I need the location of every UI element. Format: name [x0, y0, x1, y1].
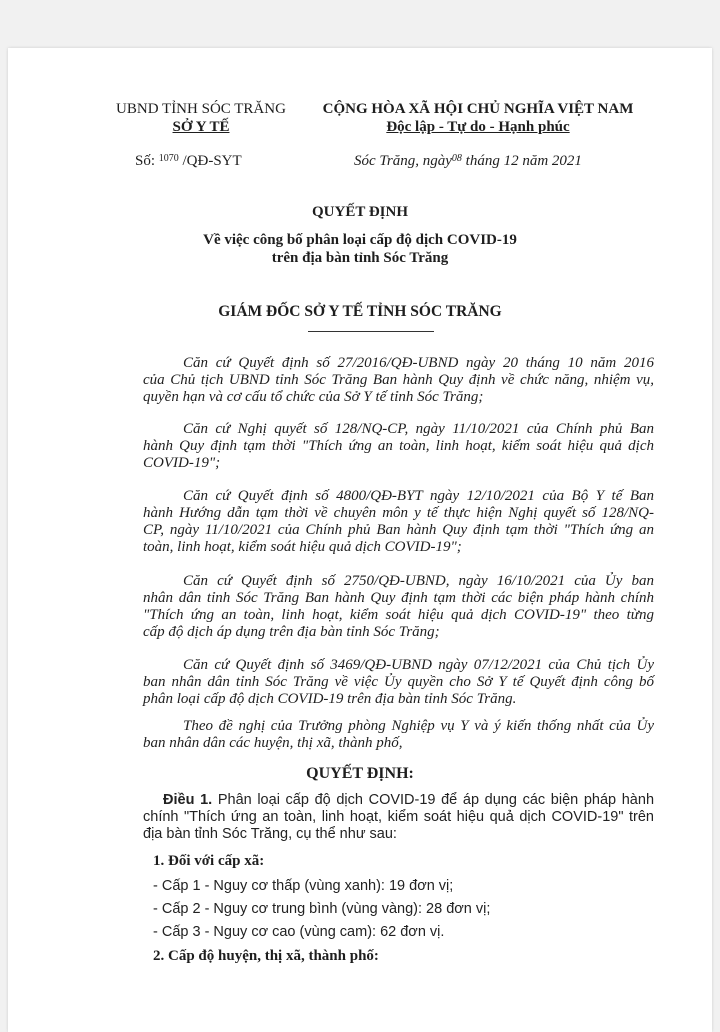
basis-paragraph-2: Căn cứ Nghị quyết số 128/NQ-CP, ngày 11/10/2021 của Chính phủ Ban hành Quy định tạm thời "Thích ứng an toàn, linh hoạt, kiểm soát hiệu quả dịch COVID-19"; — [143, 421, 654, 471]
subject-line-1: Về việc công bố phân loại cấp độ dịch COVID-19 — [203, 232, 517, 248]
basis-paragraph-1: Căn cứ Quyết định số 27/2016/QĐ-UBND ngày 20 tháng 10 năm 2016 của Chủ tịch UBND tỉnh Sóc Trăng Ban hành Quy định về chức năng, nhiệm vụ, quyền hạn và cơ cấu tổ chức của Sở Y tế tỉnh Sóc Trăng; — [143, 355, 654, 405]
basis-paragraph-5: Căn cứ Quyết định số 3469/QĐ-UBND ngày 07/12/2021 của Chủ tịch Ủy ban nhân dân tỉnh Sóc Trăng về việc Ủy quyền cho Sở Y tế Quyết định công bố phân loại cấp độ dịch COVID-19 trên địa bàn tỉnh Sóc Trăng. — [143, 657, 654, 707]
document-number-value: 1070 — [158, 153, 179, 164]
article-1-label: Điều 1. — [163, 792, 213, 808]
list-item: - Cấp 1 - Nguy cơ thấp (vùng xanh): 19 đơn vị; — [153, 878, 454, 894]
subject-line-2: trên địa bàn tỉnh Sóc Trăng — [271, 250, 449, 266]
document-page — [8, 48, 712, 1032]
title-divider — [308, 331, 434, 332]
national-motto — [308, 100, 648, 136]
agency-province: UBND TỈNH SÓC TRĂNG — [116, 101, 286, 117]
section-1-heading: 1. Đối với cấp xã: — [153, 853, 265, 869]
place-date: Sóc Trăng, ngày$^{08}$ tháng 12 năm 2021 — [354, 153, 582, 169]
list-item: - Cấp 3 - Nguy cơ cao (vùng cam): 62 đơn vị. — [153, 924, 445, 940]
document-number: Số: $^{1070}$ /QĐ-SYT — [135, 153, 242, 169]
article-1: Điều 1. Phân loại cấp độ dịch COVID-19 để áp dụng các biện pháp hành chính "Thích ứng an toàn, linh hoạt, kiểm soát hiệu quả dịch COVID-19" trên địa bàn tỉnh Sóc Trăng, cụ thể như sau: — [143, 792, 655, 842]
motto-country: CỘNG HÒA XÃ HỘI CHỦ NGHĨA VIỆT NAM — [322, 101, 634, 117]
place-day: 08 — [451, 153, 462, 164]
agency-department: SỞ Y TẾ — [172, 119, 230, 135]
doc-type-title: QUYẾT ĐỊNH — [312, 204, 408, 220]
decision-heading: QUYẾT ĐỊNH: — [306, 765, 414, 782]
basis-paragraph-4: Căn cứ Quyết định số 2750/QĐ-UBND, ngày 16/10/2021 của Ủy ban nhân dân tỉnh Sóc Trăng Ban hành Quy định tạm thời các biện pháp hành chính "Thích ứng an toàn, linh hoạt, kiểm soát hiệu quả dịch COVID-19" theo từng cấp độ dịch áp dụng trên địa bàn tỉnh Sóc Trăng; — [143, 573, 654, 640]
basis-paragraph-6: Theo đề nghị của Trưởng phòng Nghiệp vụ Y và ý kiến thống nhất của Ủy ban nhân dân các huyện, thị xã, thành phố, — [143, 718, 654, 751]
motto-slogan: Độc lập - Tự do - Hạnh phúc — [386, 119, 570, 135]
list-item: - Cấp 2 - Nguy cơ trung bình (vùng vàng): 28 đơn vị; — [153, 901, 491, 917]
basis-paragraph-3: Căn cứ Quyết định số 4800/QĐ-BYT ngày 12/10/2021 của Bộ Y tế Ban hành Hướng dẫn tạm thời về chuyên môn y tế thực hiện Nghị quyết số 128/NQ- CP, ngày 11/10/2021 của Chính phủ Ban hành Quy định tạm thời "Thích ứng an toàn, linh hoạt, kiểm soát hiệu quả dịch COVID-19"; — [143, 488, 654, 555]
section-2-heading: 2. Cấp độ huyện, thị xã, thành phố: — [153, 948, 379, 964]
issuing-agency — [108, 100, 294, 136]
authority-title: GIÁM ĐỐC SỞ Y TẾ TỈNH SÓC TRĂNG — [218, 303, 502, 320]
